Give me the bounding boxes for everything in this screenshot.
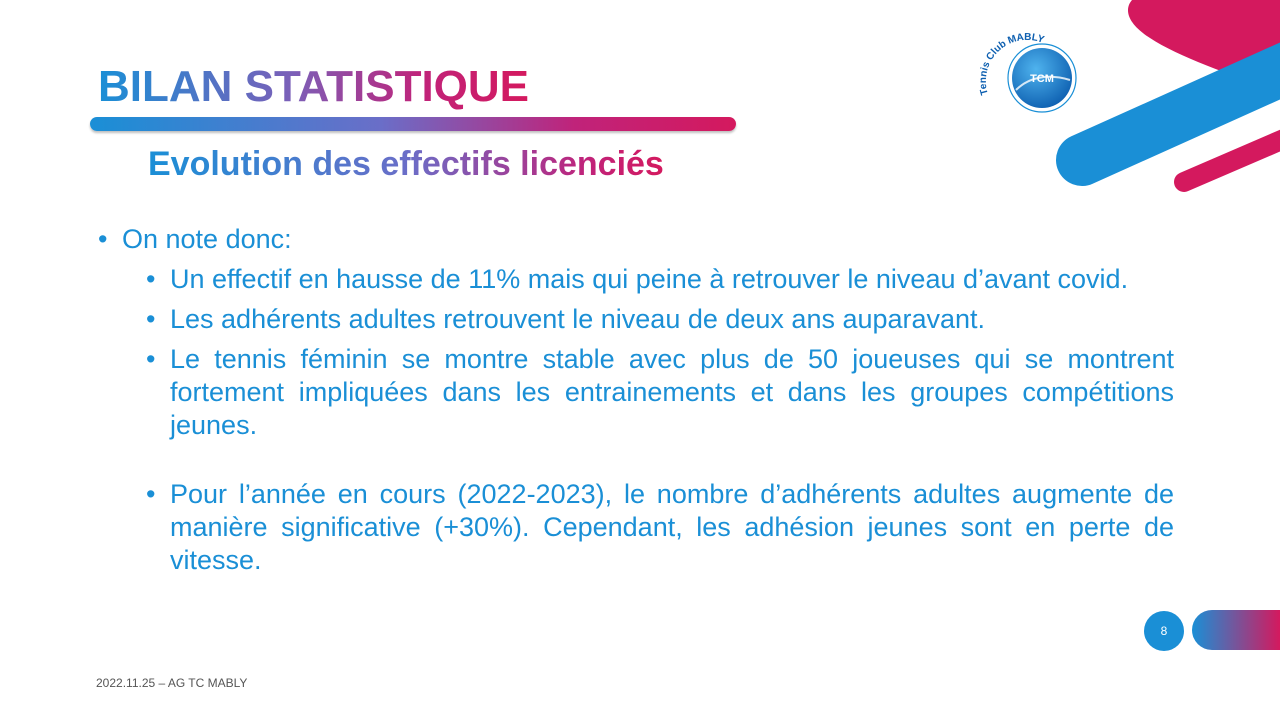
- sub-bullet-1: • Un effectif en hausse de 11% mais qui peine à retrouver le niveau d’avant covid.: [146, 264, 1129, 294]
- sub-bullet-4: • Pour l’année en cours (2022-2023), le nombre d’adhérents adultes augmente de manière significative (+30%). Cependant, les adhésion jeunes sont en perte de vitesse.: [146, 479, 1174, 575]
- club-logo: [970, 28, 1080, 138]
- bullet-dot: •: [146, 344, 156, 374]
- logo-arc-text: Tennis Club MABLY: [977, 31, 1046, 97]
- page-tab-shape: [1192, 610, 1280, 650]
- title-underline-bar: [90, 117, 736, 131]
- bullet-dot: •: [146, 304, 156, 334]
- page-title: BILAN STATISTIQUE: [98, 62, 530, 111]
- magenta-stripe: [1184, 132, 1280, 182]
- sub-bullet-3: • Le tennis féminin se montre stable avec plus de 50 joueuses qui se montrent fortement impliquées dans les entrainements et dans les groupes compétitions jeunes.: [146, 344, 1174, 440]
- bullet-dot: •: [98, 224, 108, 254]
- sub-bullet-2: • Les adhérents adultes retrouvent le niveau de deux ans auparavant.: [146, 304, 986, 334]
- bullet-dot: •: [146, 479, 156, 509]
- bullet-dot: •: [146, 264, 156, 294]
- bullet-list: [98, 222, 1174, 577]
- footer-text: 2022.11.25 – AG TC MABLY: [96, 676, 248, 690]
- section-subtitle: Evolution des effectifs licenciés: [148, 142, 664, 186]
- bullet-main: • On note donc:: [98, 224, 292, 254]
- logo-center-text: TCM: [1030, 73, 1054, 85]
- page-number: 8: [1144, 611, 1184, 651]
